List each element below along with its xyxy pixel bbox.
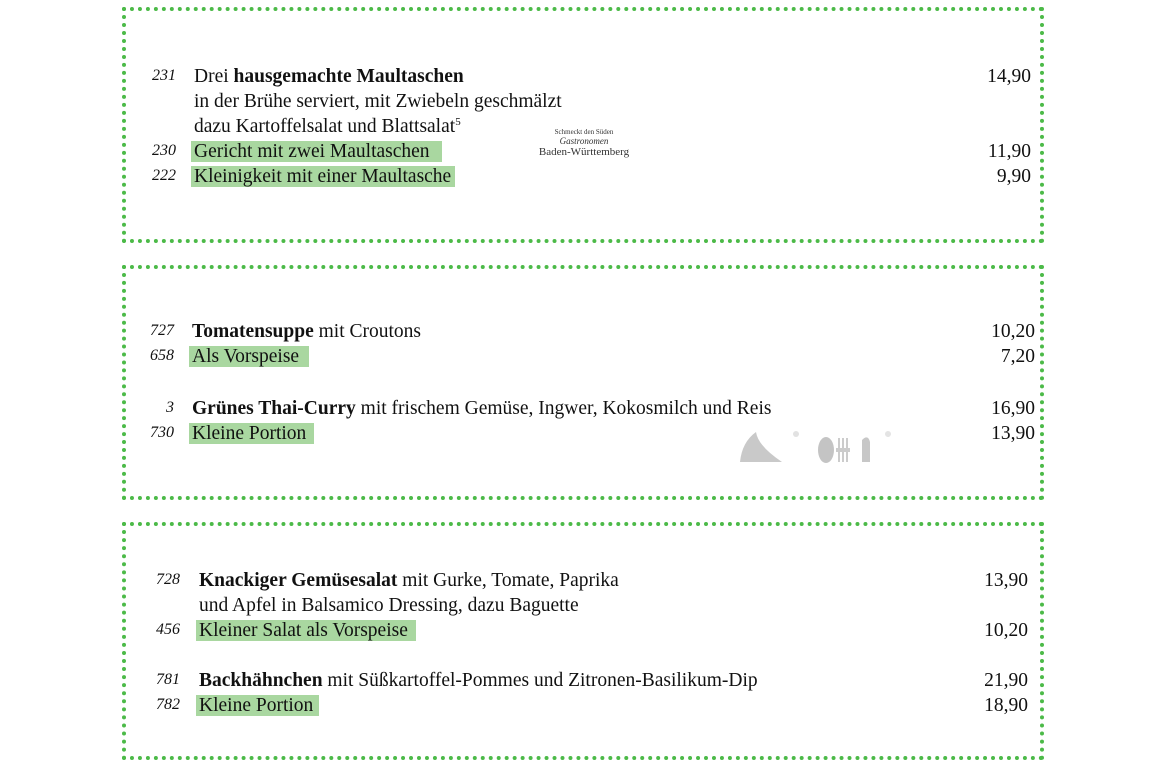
variant-name-line: [194, 140, 442, 164]
variant-price: 9,90: [996, 166, 1031, 187]
item-number: 728: [156, 571, 180, 588]
variant-number: 730: [150, 424, 174, 441]
item-description: mit Croutons: [313, 321, 421, 342]
variant-name-line: [199, 619, 416, 643]
variant-name-line: [199, 694, 319, 718]
item-name: Tomatensuppe: [192, 321, 314, 342]
item-number: 231: [152, 67, 176, 84]
variant-number: 782: [156, 696, 180, 713]
gastronomen-logo: [534, 128, 634, 164]
variant-name: Kleine Portion: [196, 695, 319, 716]
variant-name-line: [192, 345, 309, 369]
variant-name-line: [192, 422, 314, 446]
menu-item-title: [194, 65, 464, 89]
variant-price: 18,90: [984, 695, 1028, 716]
allergen-footnote: 5: [455, 116, 461, 128]
item-description: mit Süßkartoffel-Pommes und Zitronen-Basilikum-Dip: [322, 670, 758, 691]
variant-name: Kleinigkeit mit einer Maultasche: [191, 166, 455, 187]
variant-number: 456: [156, 621, 180, 638]
item-price: 13,90: [984, 570, 1028, 591]
variant-number: 658: [150, 347, 174, 364]
variant-price: 7,20: [1000, 346, 1035, 367]
menu-item-title: [192, 320, 421, 344]
cutlery-watermark-icon: [738, 424, 898, 464]
item-description: dazu Kartoffelsalat und Blattsalat: [194, 116, 456, 137]
item-prefix: Drei: [194, 66, 234, 87]
item-number: 781: [156, 671, 180, 688]
item-description: mit Gurke, Tomate, Paprika: [397, 570, 619, 591]
item-price: 16,90: [991, 398, 1035, 419]
variant-price: 13,90: [991, 423, 1035, 444]
item-number: 727: [150, 322, 174, 339]
item-number: 3: [166, 399, 174, 416]
item-description: mit frischem Gemüse, Ingwer, Kokosmilch und Reis: [355, 398, 772, 419]
item-price: 10,20: [991, 321, 1035, 342]
variant-name-line: [194, 165, 455, 189]
variant-number: 230: [152, 142, 176, 159]
variant-name: Als Vorspeise: [189, 346, 309, 367]
menu-section-soups-curry: [122, 265, 1044, 500]
variant-price: 10,20: [984, 620, 1028, 641]
variant-name: Gericht mit zwei Maultaschen: [191, 141, 442, 162]
item-price: 14,90: [987, 66, 1031, 87]
variant-number: 222: [152, 167, 176, 184]
logo-line: Gastronomen: [559, 136, 609, 146]
item-description: in der Brühe serviert, mit Zwiebeln geschmälzt: [194, 91, 562, 112]
variant-name: Kleine Portion: [189, 423, 314, 444]
menu-item-title: [199, 569, 619, 593]
item-description: und Apfel in Balsamico Dressing, dazu Baguette: [199, 595, 579, 616]
menu-item-title: [199, 669, 758, 693]
menu-item-title: [192, 397, 771, 421]
item-description-line: [194, 115, 461, 139]
item-name: hausgemachte Maultaschen: [233, 66, 464, 87]
item-price: 21,90: [984, 670, 1028, 691]
variant-price: 11,90: [987, 141, 1031, 162]
logo-line: Schmeckt den Süden: [554, 128, 614, 136]
item-name: Grünes Thai-Curry: [192, 398, 356, 419]
logo-line: Baden-Württemberg: [538, 146, 630, 158]
item-name: Backhähnchen: [199, 670, 323, 691]
item-name: Knackiger Gemüsesalat: [199, 570, 398, 591]
variant-name: Kleiner Salat als Vorspeise: [196, 620, 416, 641]
